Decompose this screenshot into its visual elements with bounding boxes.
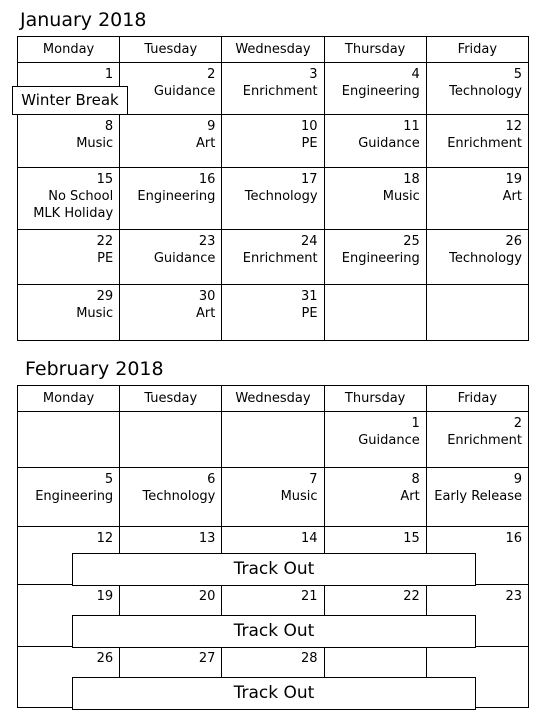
day-event-label: Art [196,136,216,151]
day-number: 12 [505,119,522,134]
day-event-label: Art [502,189,522,204]
day-number: 26 [505,234,522,249]
day-number: 30 [198,289,216,304]
day-number: 4 [411,67,420,82]
january-calendar [17,36,529,341]
day-number: 27 [198,651,216,666]
day-cell-monday [18,115,120,168]
day-event-label: Enrichment [242,251,318,266]
day-cell-wednesday [222,63,324,115]
day-cell-tuesday [120,285,222,341]
day-number: 16 [198,172,216,187]
day-event-label: Guidance [358,136,420,151]
day-cell-tuesday [120,115,222,168]
header-tuesday: Tuesday [120,386,222,412]
day-number: 9 [513,472,522,487]
day-number: 5 [513,67,522,82]
day-cell-thursday [324,285,426,341]
day-number: 7 [309,472,318,487]
day-cell-monday [18,230,120,285]
day-event-label: No School [48,189,114,204]
day-event-label: PE [301,136,318,151]
day-cell-friday [426,285,528,341]
header-friday: Friday [426,386,528,412]
day-event-label: Technology [142,489,216,504]
day-number: 2 [513,416,522,431]
header-wednesday: Wednesday [222,37,324,63]
day-number: 1 [411,416,420,431]
february-calendar [17,385,529,708]
day-event-label: Enrichment [447,136,522,151]
header-monday: Monday [18,37,120,63]
day-event-label: Music [280,489,318,504]
day-number: 1 [104,67,114,82]
day-event-label: Engineering [341,251,420,266]
week-row [18,168,529,230]
day-number: 6 [207,472,216,487]
day-number: 29 [96,289,114,304]
day-cell-monday [18,168,120,230]
day-number: 10 [301,119,318,134]
header-wednesday: Wednesday [222,386,324,412]
week-row [18,230,529,285]
day-cell-wednesday [222,115,324,168]
day-number: 22 [403,589,420,604]
day-cell-wednesday [222,412,324,468]
day-cell-thursday [324,412,426,468]
day-number: 2 [207,67,216,82]
day-cell-friday [426,168,528,230]
day-event-label: Art [196,306,216,321]
day-cell-monday [18,468,120,527]
day-cell-friday [426,230,528,285]
day-number: 3 [309,67,318,82]
day-event-label: Technology [449,251,522,266]
day-event-label: Enrichment [447,433,522,448]
day-cell-friday [426,115,528,168]
track-out-banner: Track Out [72,677,476,710]
day-event-label: Art [400,489,420,504]
day-cell-thursday [324,168,426,230]
day-number: 16 [505,531,522,546]
day-number: 11 [403,119,420,134]
day-cell-thursday [324,63,426,115]
day-cell-tuesday [120,412,222,468]
day-number: 5 [104,472,114,487]
day-cell-friday [426,412,528,468]
day-number: 26 [96,651,114,666]
day-number: 8 [411,472,420,487]
day-number: 8 [104,119,114,134]
day-cell-thursday [324,468,426,527]
day-number: 20 [198,589,216,604]
day-cell-friday [426,468,528,527]
header-friday: Friday [426,37,528,63]
day-event-label: Engineering [341,84,420,99]
day-event-label: Engineering [137,189,216,204]
day-cell-monday [18,285,120,341]
day-cell-thursday [324,230,426,285]
day-cell-tuesday [120,468,222,527]
day-number: 15 [96,172,114,187]
day-event-label: Technology [449,84,522,99]
day-number: 17 [301,172,318,187]
day-event-label: Enrichment [242,84,318,99]
day-event-label: MLK Holiday [33,206,114,221]
day-event-label: Music [382,189,420,204]
day-event-label: PE [97,251,114,266]
day-number: 31 [301,289,318,304]
track-out-banner: Track Out [72,615,476,648]
day-number: 23 [505,589,522,604]
day-cell-wednesday [222,168,324,230]
week-row [18,285,529,341]
day-number: 21 [301,589,318,604]
day-event-label: Technology [244,189,318,204]
day-event-label: Guidance [153,251,216,266]
day-cell-tuesday [120,230,222,285]
day-number: 18 [403,172,420,187]
day-number: 25 [403,234,420,249]
winter-break-banner: Winter Break [12,86,128,115]
day-cell-thursday [324,115,426,168]
day-event-label: Music [76,306,114,321]
day-number: 23 [198,234,216,249]
day-cell-monday [18,412,120,468]
week-row [18,412,529,468]
day-number: 28 [301,651,318,666]
day-cell-friday [426,63,528,115]
day-event-label: Guidance [358,433,420,448]
day-number: 19 [96,589,114,604]
header-tuesday: Tuesday [120,37,222,63]
day-event-label: Engineering [35,489,114,504]
day-number: 22 [96,234,114,249]
january-title: January 2018 [20,9,147,31]
day-number: 19 [505,172,522,187]
day-number: 12 [96,531,114,546]
february-title: February 2018 [25,358,164,380]
day-cell-wednesday [222,230,324,285]
week-row [18,115,529,168]
track-out-banner: Track Out [72,553,476,586]
day-cell-wednesday [222,285,324,341]
day-number: 13 [198,531,216,546]
day-event-label: Music [76,136,114,151]
day-cell-tuesday [120,63,222,115]
week-row [18,468,529,527]
day-number: 14 [301,531,318,546]
day-event-label: PE [301,306,318,321]
day-number: 9 [207,119,216,134]
day-cell-wednesday [222,468,324,527]
day-number: 15 [403,531,420,546]
day-event-label: Guidance [153,84,216,99]
day-event-label: Early Release [434,489,522,504]
header-thursday: Thursday [324,386,426,412]
day-cell-tuesday [120,168,222,230]
header-monday: Monday [18,386,120,412]
header-thursday: Thursday [324,37,426,63]
day-number: 24 [301,234,318,249]
